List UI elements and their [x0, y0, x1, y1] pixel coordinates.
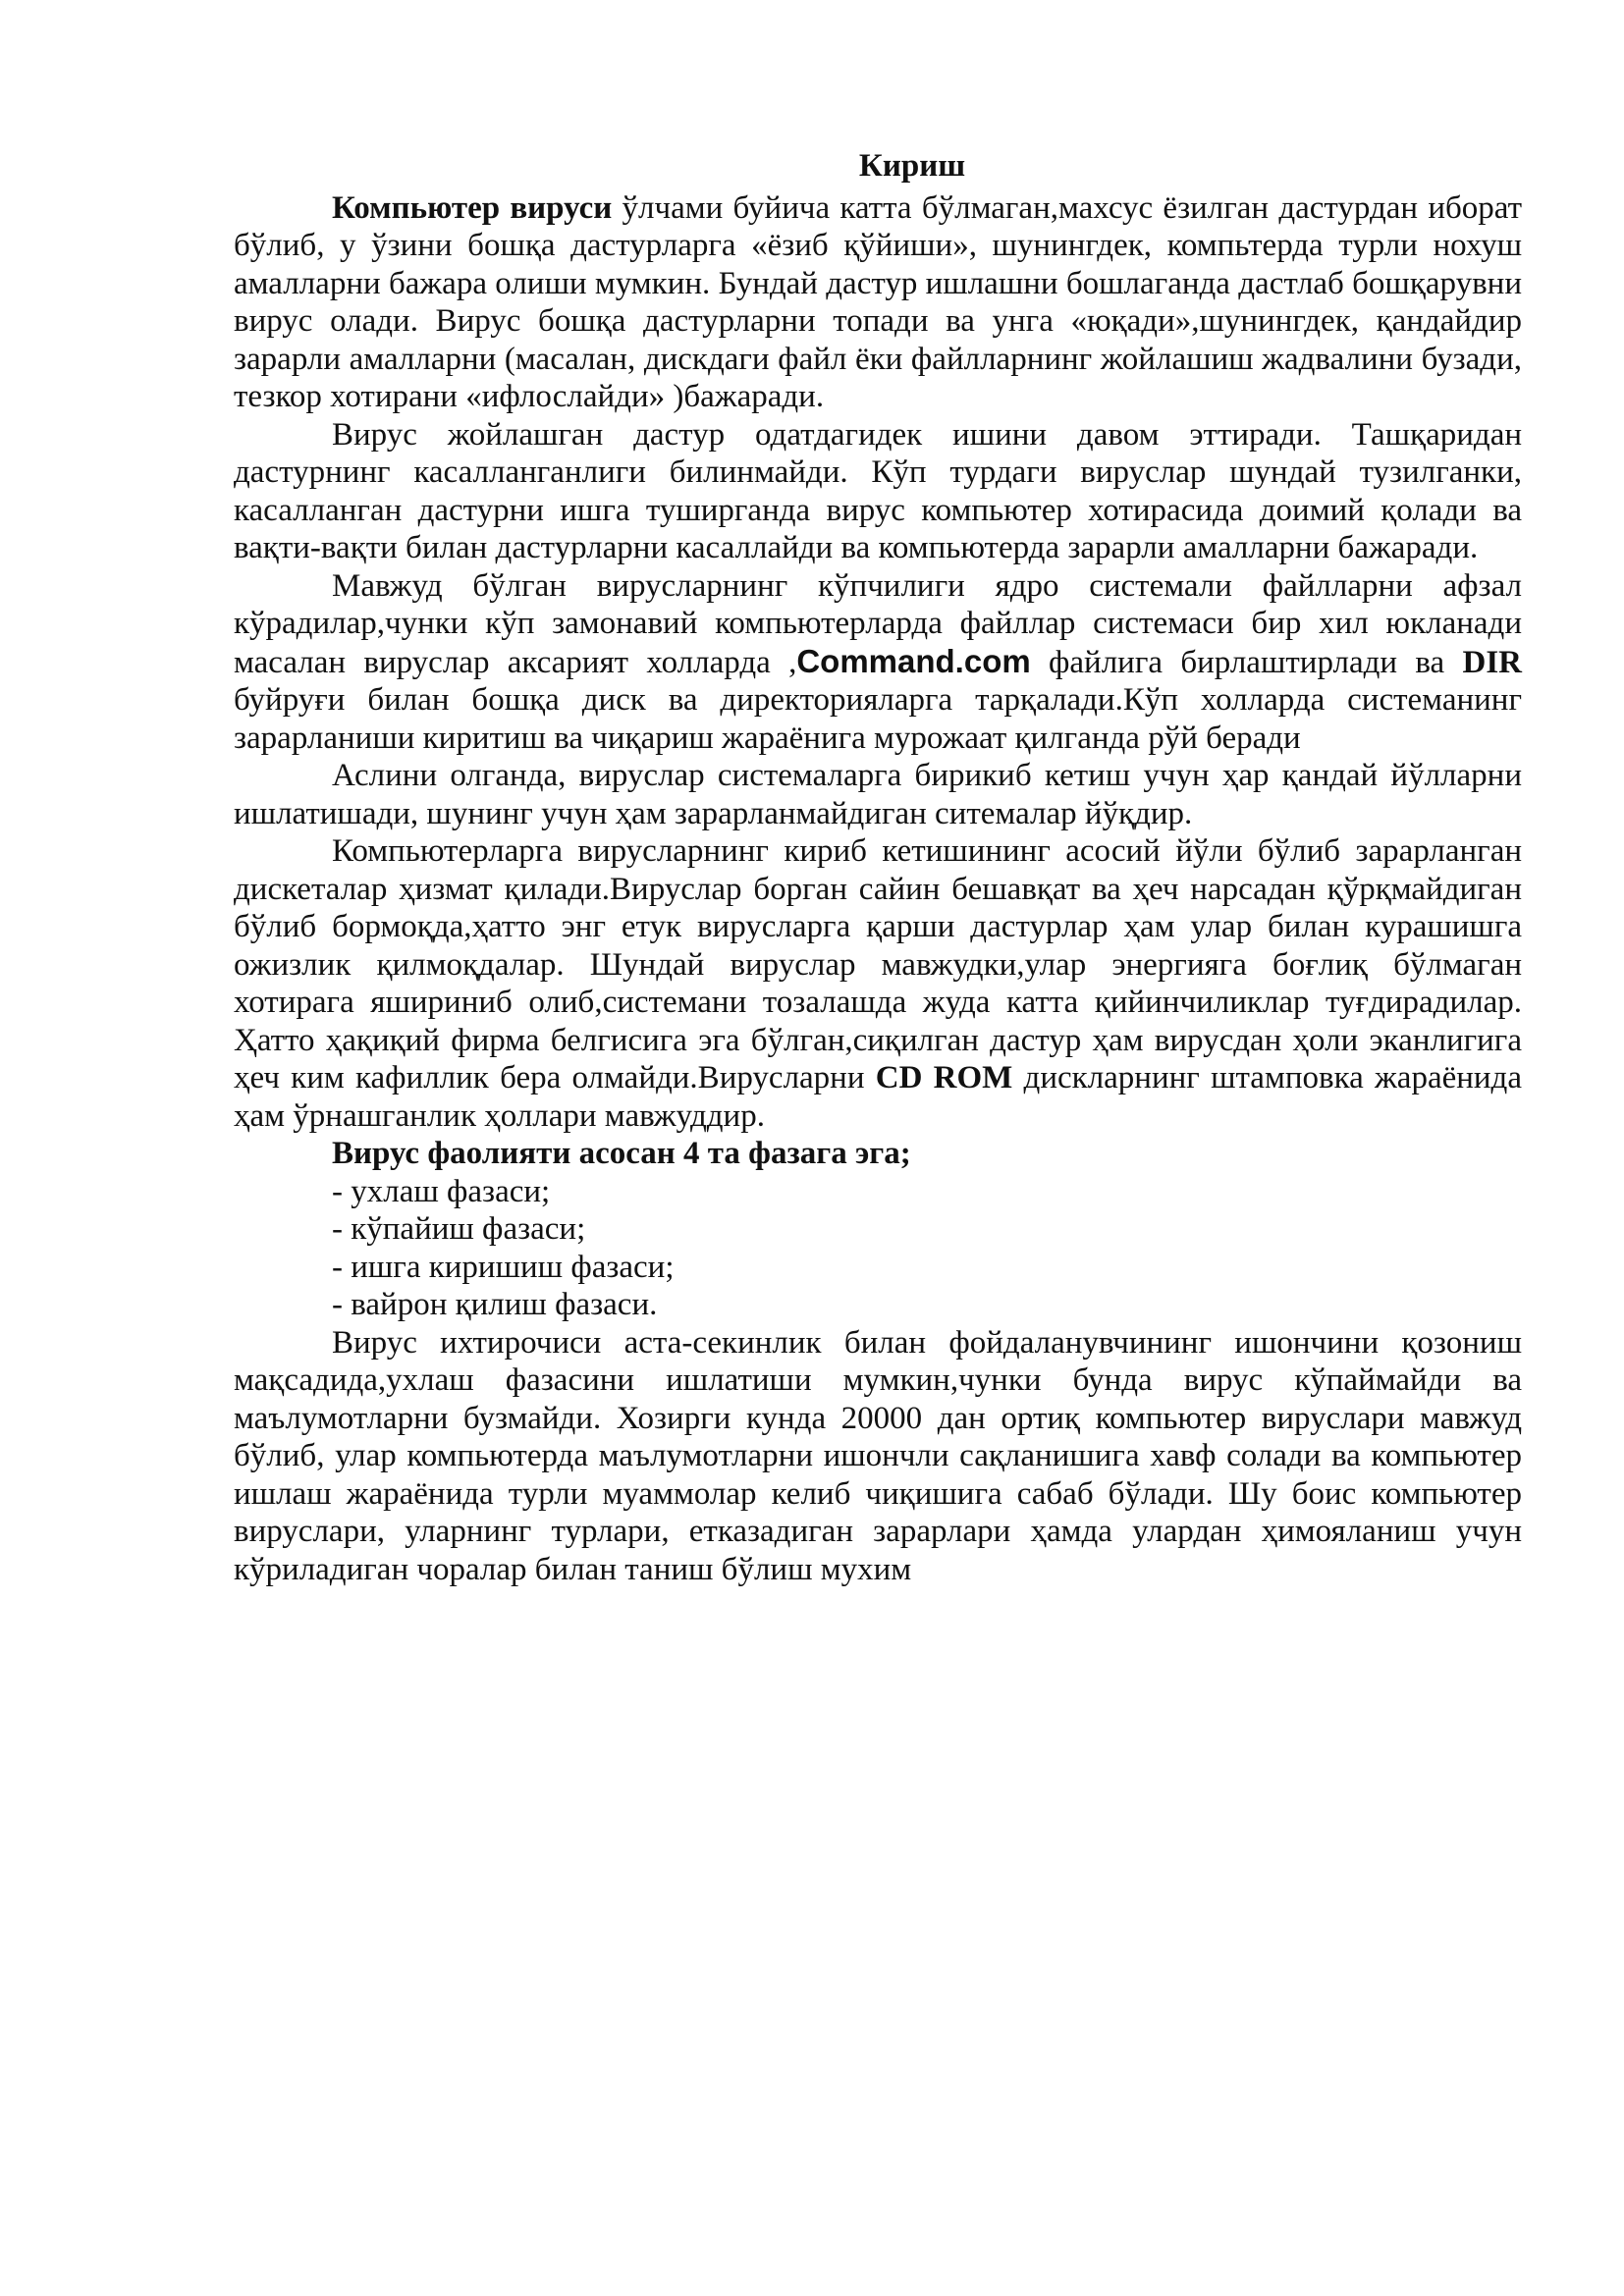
- phases-list: [234, 1173, 1522, 1324]
- paragraph-system-files: [234, 567, 1522, 758]
- cd-rom-term: CD ROM: [875, 1060, 1013, 1095]
- paragraph-intro-text: ўлчами буйича катта бўлмаган,махсус ёзилган дастурдан иборат бўлиб, у ўзини бошқа дастурларга «ёзиб қўйиши», шунингдек, компьтерда турли нохуш амалларни бажара олиши мумкин. Бундай дастур ишлашни бошлаганда дастлаб бошқарувни вирус олади. Вирус бошқа дастурларни топади ва унга «юқади»,шунингдек, қандайдир зарарли амалларни (масалан, дискдаги файл ёки файлларнинг жойлашиш жадвалини бузади, тезкор хотирани «ифлослайди» )бажаради.: [234, 189, 1522, 414]
- paragraph-conclusion: Вирус ихтирочиси аста-секинлик билан фойдаланувчининг ишончини қозониш мақсадида,ухлаш фазасини ишлатиши мумкин,чунки бунда вирус кўпаймайди ва маълумотларни бузмайди. Хозирги кунда 20000 дан ортиқ компьютер вируслари мавжуд бўлиб, улар компьютерда маълумотларни ишончли сақланишига хавф солади ва компьютер ишлаш жараёнида турли муаммолар келиб чиқишига сабаб бўлади. Шу боис компьютер вируслари, уларнинг турлари, етказадиган зарарлари ҳамда улардан ҳимояланиш учун кўриладиган чоралар билан таниш бўлиш мухим: [234, 1324, 1522, 1587]
- dir-term: DIR: [1462, 644, 1522, 680]
- phase-item-replication: - кўпайиш фазаси;: [332, 1211, 586, 1247]
- paragraph-system-files-part2: файлига бирлаштирлади ва: [1030, 644, 1463, 680]
- phases-heading: Вирус фаолияти асосан 4 та фазага эга;: [332, 1136, 911, 1171]
- phase-item-activation: - ишга киришиш фазаси;: [332, 1249, 675, 1285]
- paragraph-system-files-part3: буйруғи билан бошқа диск ва директорияларга тарқалади.Кўп холларда системанинг зарарланиши киритиш ва чиқариш жараёнига мурожаат қилганда рўй беради: [234, 682, 1522, 756]
- paragraph-intro: [234, 189, 1522, 416]
- command-com-term: Command.com: [796, 642, 1031, 679]
- paragraph-infection-paths-part2: дискларнинг штамповка жараёнида ҳам ўрнашганлик ҳоллари мавжуддир.: [234, 1060, 1522, 1134]
- paragraph-system-files-part1: Мавжуд бўлган вирусларнинг кўпчилиги ядро системали файлларни афзал кўрадилар,чунки кўп замонавий компьютерларда файллар системаси бир хил юкланади масалан вируслар аксарият холларда ,: [234, 567, 1522, 680]
- phase-item-destruction: - вайрон қилиш фазаси.: [332, 1287, 658, 1322]
- paragraph-infected-program: Вирус жойлашган дастур одатдагидек ишини давом эттиради. Ташқаридан дастурнинг касалланганлиги билинмайди. Кўп турдаги вируслар шундай тузилганки, касалланган дастурни ишга туширганда вирус компьютер хотирасида доимий қолади ва вақти-вақти билан дастурларни касаллайди ва компьютерда зарарли амалларни бажаради.: [234, 416, 1522, 565]
- paragraph-no-immune-systems: Аслини олганда, вируслар системаларга бирикиб кетиш учун ҳар қандай йўлларни ишлатишади, шунинг учун ҳам зарарланмайдиган ситемалар йўқдир.: [234, 758, 1522, 831]
- phase-item-sleep: - ухлаш фазаси;: [332, 1173, 551, 1209]
- page-title: Кириш: [858, 148, 966, 184]
- paragraph-infection-paths: [234, 832, 1522, 1135]
- term-computer-virus: Компьютер вируси: [332, 189, 613, 226]
- paragraph-infection-paths-part1: Компьютерларга вирусларнинг кириб кетишининг асосий йўли бўлиб зарарланган дискеталар ҳизмат қилади.Вируслар борган сайин бешавқат ва ҳеч нарсадан қўрқмайдиган бўлиб бормоқда,ҳатто энг етук вирусларга қарши дастурлар ҳам улар билан курашишга ожизлик қилмоқдалар. Шундай вируслар мавжудки,улар энергияга боғлиқ бўлмаган хотирага яшириниб олиб,системани тозалашда жуда катта қийинчиликлар туғдирадилар. Ҳатто ҳақиқий фирма белгисига эга бўлган,сиқилган дастур ҳам вирусдан ҳоли эканлигига ҳеч ким кафиллик бера олмайди.Вирусларни: [234, 833, 1522, 1095]
- document-page: [234, 147, 1522, 1588]
